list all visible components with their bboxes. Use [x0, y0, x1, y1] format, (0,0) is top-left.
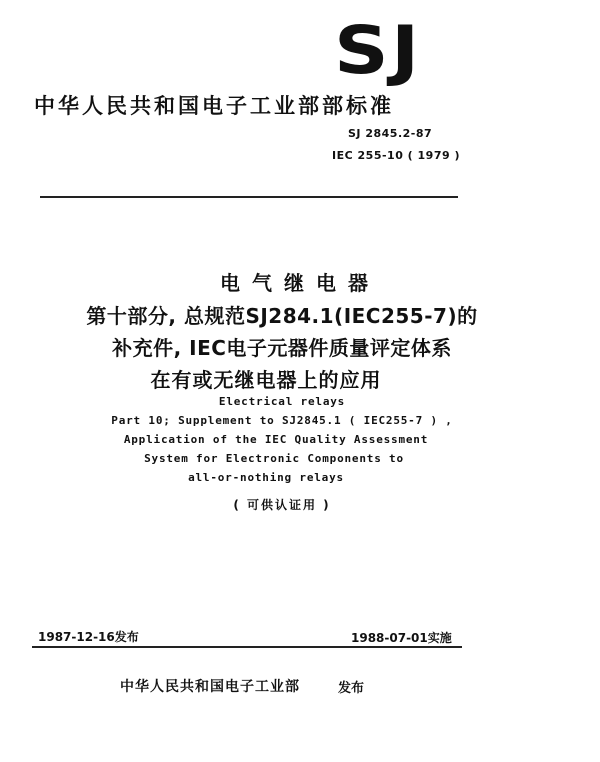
top-divider	[40, 196, 458, 198]
publish-label: 发布	[338, 681, 365, 696]
title-en-line-3: Application of the IEC Quality Assessment	[123, 433, 429, 446]
title-en-line-5: all-or-nothing relays	[188, 471, 344, 484]
sj-logo: SJ	[334, 12, 422, 89]
publisher-name: 中华人民共和国电子工业部	[120, 679, 300, 695]
bottom-divider	[32, 646, 462, 648]
title-en-line-2: Part 10; Supplement to SJ2845.1 ( IEC255-7 ) ,	[111, 414, 453, 427]
title-en-line-4: System for Electronic Components to	[144, 452, 404, 465]
ministry-standard-heading: 中华人民共和国电子工业部部标准	[34, 94, 394, 118]
title-en-line-1: Electrical relays	[218, 395, 346, 408]
iec-reference: IEC 255-10 ( 1979 )	[332, 149, 461, 162]
issue-date: 1987-12-16发布	[38, 630, 139, 644]
certification-note: ( 可供认证用 )	[233, 498, 331, 512]
title-zh-line-3: 补充件, IEC电子元器件质量评定体系	[112, 336, 452, 360]
standard-number: SJ 2845.2-87	[348, 127, 433, 140]
effective-date: 1988-07-01实施	[351, 631, 452, 645]
title-zh-line-4: 在有或无继电器上的应用	[150, 368, 382, 392]
title-zh-line-1: 电气继电器	[220, 271, 380, 295]
title-zh-line-2: 第十部分, 总规范SJ284.1(IEC255-7)的	[86, 304, 478, 328]
